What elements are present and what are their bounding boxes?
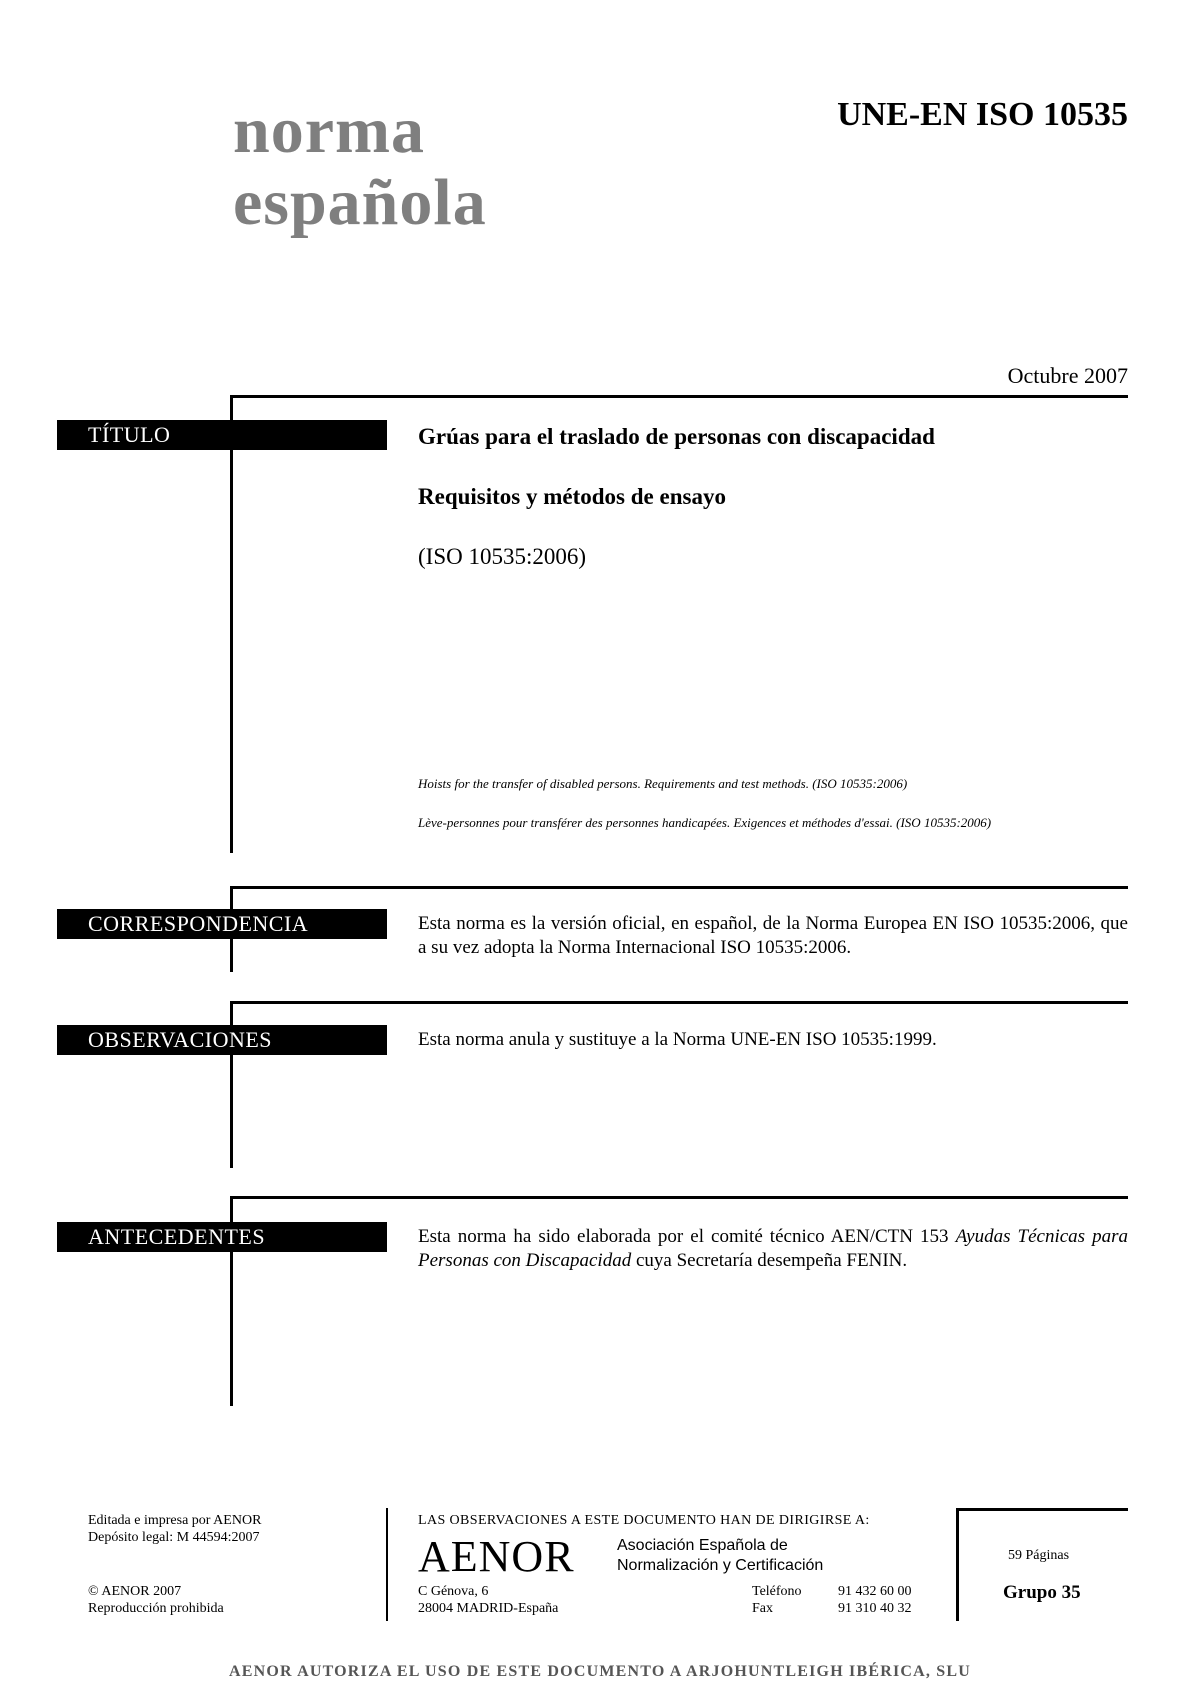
page-count: 59 Páginas — [1008, 1548, 1070, 1563]
antecedentes-text-part-1: Esta norma ha sido elaborada por el comité técnico AEN/CTN 153 — [418, 1226, 956, 1247]
divider-titulo — [230, 395, 1128, 398]
observaciones-text: Esta norma anula y sustituye a la Norma UNE-EN ISO 10535:1999. — [418, 1029, 937, 1050]
title-line-2: Requisitos y métodos de ensayo — [418, 484, 726, 509]
aenor-name-line-1: Asociación Española de — [617, 1537, 788, 1554]
observaciones-header: LAS OBSERVACIONES A ESTE DOCUMENTO HAN DE DIRIGIRSE A: — [418, 1513, 870, 1528]
footer-copyright-info — [88, 1583, 224, 1617]
footer-top-rule-right — [956, 1508, 1128, 1511]
publication-date: Octubre 2007 — [1007, 363, 1128, 388]
footer-edition-info — [88, 1512, 261, 1546]
telefono-label: Teléfono — [752, 1584, 802, 1599]
divider-antecedentes — [230, 1196, 1128, 1199]
aenor-name-line-2: Normalización y Certificación — [617, 1557, 824, 1574]
aenor-full-name — [617, 1536, 823, 1576]
standard-code: UNE-EN ISO 10535 — [837, 96, 1128, 133]
telefono-value: 91 432 60 00 — [838, 1584, 912, 1599]
brand-wordmark — [233, 95, 487, 239]
fax-value: 91 310 40 32 — [838, 1601, 912, 1616]
label-antecedentes: ANTECEDENTES — [57, 1222, 387, 1252]
brand-line-2: española — [233, 166, 487, 239]
vertical-rule-titulo — [230, 395, 233, 853]
title-iso-reference: (ISO 10535:2006) — [418, 544, 587, 569]
label-correspondencia: CORRESPONDENCIA — [57, 909, 387, 939]
contact-values — [838, 1583, 912, 1617]
title-line-1: Grúas para el traslado de personas con discapacidad — [418, 424, 935, 449]
footer-divider-left — [386, 1508, 388, 1621]
title-french: Lève-personnes pour transférer des personnes handicapées. Exigences et méthodes d'essai. (ISO 10535:2006) — [418, 815, 992, 830]
correspondencia-text: Esta norma es la versión oficial, en español, de la Norma Europea EN ISO 10535:2006, que a su vez adopta la Norma Internacional ISO 10535:2006. — [418, 913, 1128, 958]
brand-line-1: norma — [233, 94, 425, 167]
copyright: © AENOR 2007 — [88, 1584, 182, 1599]
aenor-logo: AENOR — [418, 1532, 575, 1581]
label-titulo: TÍTULO — [57, 420, 387, 450]
fax-label: Fax — [752, 1601, 773, 1616]
authorization-notice: AENOR AUTORIZA EL USO DE ESTE DOCUMENTO A ARJOHUNTLEIGH IBÉRICA, SLU — [228, 1663, 972, 1680]
label-observaciones: OBSERVACIONES — [57, 1025, 387, 1055]
address-line-2: 28004 MADRID-España — [418, 1601, 559, 1616]
antecedentes-text — [418, 1225, 1128, 1273]
address-line-1: C Génova, 6 — [418, 1584, 489, 1599]
grupo: Grupo 35 — [1003, 1582, 1081, 1603]
footer-divider-right — [956, 1508, 959, 1621]
deposito-legal: Depósito legal: M 44594:2007 — [88, 1530, 260, 1545]
edited-by: Editada e impresa por AENOR — [88, 1513, 262, 1528]
antecedentes-committee-name: Ayudas Técnicas para Personas con Discapacidad — [418, 1226, 1128, 1271]
aenor-address — [418, 1583, 558, 1617]
reproduccion-prohibida: Reproducción prohibida — [88, 1601, 224, 1616]
contact-labels — [752, 1583, 802, 1617]
divider-observaciones — [230, 1001, 1128, 1004]
divider-correspondencia — [230, 886, 1128, 889]
title-english: Hoists for the transfer of disabled persons. Requirements and test methods. (ISO 10535:2006) — [418, 776, 908, 791]
antecedentes-text-part-2: cuya Secretaría desempeña FENIN. — [631, 1250, 908, 1271]
